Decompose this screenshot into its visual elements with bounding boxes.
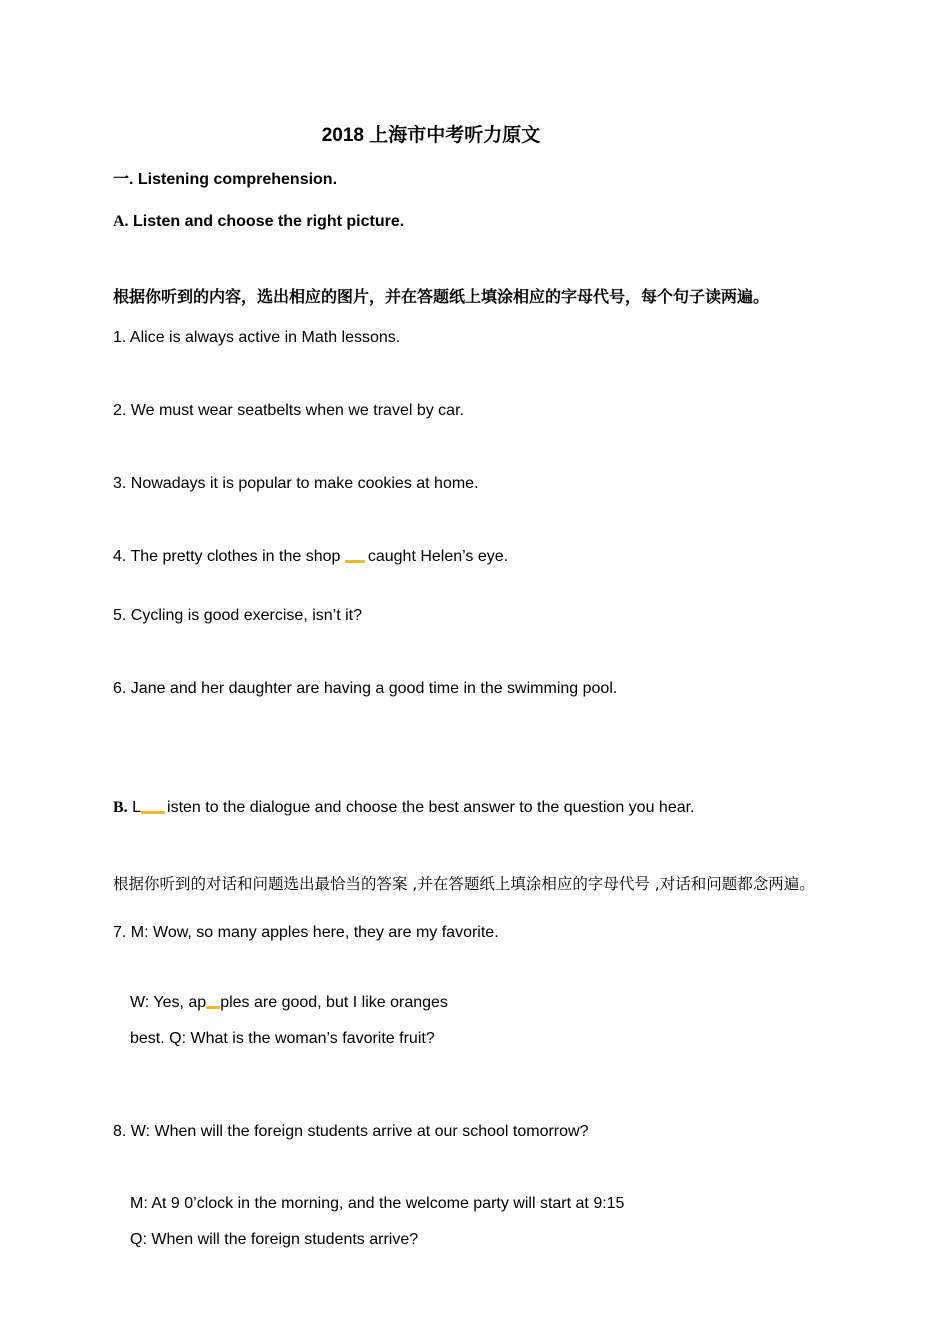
item-1: 1. Alice is always active in Math lessons. — [113, 329, 401, 346]
q7-woman-end: ples are good, but I like oranges — [220, 994, 448, 1011]
q7-woman — [130, 993, 448, 1013]
section-heading-listening: 一. Listening comprehension. — [113, 171, 338, 188]
highlight-mark — [206, 1006, 220, 1009]
q8-man: M: At 9 0’clock in the morning, and the welcome party will start at 9:15 — [130, 1195, 625, 1212]
q8-woman: 8. W: When will the foreign students arrive at our school tomorrow? — [113, 1123, 589, 1140]
q7-man: 7. M: Wow, so many apples here, they are my favorite. — [113, 924, 499, 941]
item-6: 6. Jane and her daughter are having a good time in the swimming pool. — [113, 680, 618, 697]
item-3: 3. Nowadays it is popular to make cookies at home. — [113, 475, 479, 492]
q7-question: best. Q: What is the woman’s favorite fruit? — [130, 1030, 435, 1047]
part-b-instruction: 根据你听到的对话和问题选出最恰当的答案 ,并在答题纸上填涂相应的字母代号 ,对话和问题都念两遍。 — [113, 875, 815, 893]
part-b-letter: B. — [113, 799, 128, 816]
highlight-mark — [345, 560, 365, 563]
item-2: 2. We must wear seatbelts when we travel by car. — [113, 402, 464, 419]
page-title: 2018 上海市中考听力原文 — [321, 125, 541, 146]
item-4 — [113, 547, 508, 567]
part-a-instruction: 根据你听到的内容，选出相应的图片，并在答题纸上填涂相应的字母代号，每个句子读两遍。 — [113, 287, 770, 306]
item-4-text-end: caught Helen’s eye. — [367, 548, 509, 565]
highlight-mark — [141, 811, 165, 814]
part-b-heading — [113, 798, 695, 818]
part-a-heading — [113, 212, 404, 232]
part-b-heading-end: isten to the dialogue and choose the best answer to the question you hear. — [167, 799, 695, 816]
item-4-text-start: 4. The pretty clothes in the shop — [113, 548, 345, 565]
q7-woman-start: W: Yes, ap — [130, 994, 207, 1011]
q8-question: Q: When will the foreign students arrive? — [130, 1231, 419, 1248]
part-b-heading-start: L — [127, 799, 142, 816]
part-a-letter: A. — [113, 213, 129, 230]
item-5: 5. Cycling is good exercise, isn’t it? — [113, 607, 362, 624]
part-a-heading-text: Listen and choose the right picture. — [133, 213, 405, 230]
